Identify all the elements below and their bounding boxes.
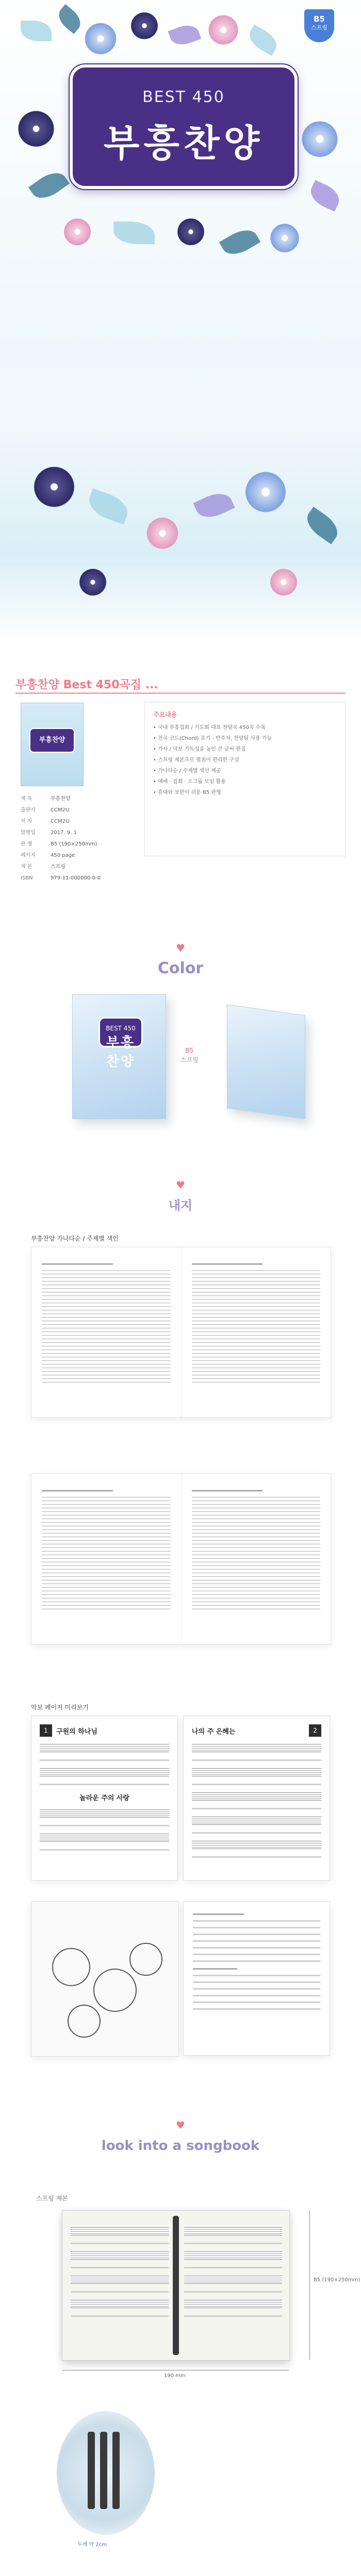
feature-item: • 가나다순 / 주제별 색인 제공 <box>153 768 221 774</box>
info-divider <box>15 692 346 694</box>
flower-decoration <box>83 21 119 57</box>
heart-icon: ♥ <box>176 2119 185 2131</box>
color-option-label: B5 스프링 <box>180 1047 199 1063</box>
feature-item: • 전곡 코드(Chord) 표기 - 반주자, 찬양팀 사용 가능 <box>153 736 272 741</box>
flower-decoration <box>206 13 240 47</box>
height-dimension-label: B5 (190×250mm) <box>314 2277 360 2283</box>
width-dimension-label: 190 mm <box>164 2373 186 2379</box>
badge-binding: 스프링 <box>311 24 327 31</box>
spring-ring <box>173 2216 179 2355</box>
info-cover-title: 부흥찬양 <box>29 728 75 753</box>
diagram-circle <box>129 1943 162 1976</box>
score-label: 악보 페이지 미리보기 <box>31 1704 89 1711</box>
feature-title: 주요내용 <box>153 711 177 718</box>
songbook-section-title: look into a songbook <box>101 2138 260 2154</box>
leaf-decoration <box>219 224 261 260</box>
flower-decoration <box>77 567 108 598</box>
info-cover-thumbnail <box>21 703 84 786</box>
leaf-decoration <box>54 4 85 34</box>
index-page-right <box>181 1474 331 1644</box>
hero-banner <box>0 0 361 644</box>
flower-decoration <box>175 216 206 247</box>
cover-title: 부흥찬양 <box>103 121 264 165</box>
feature-item: • 가사 / 악보 가독성을 높인 큰 글씨 편집 <box>153 747 246 752</box>
diagram-circle <box>93 1969 137 2012</box>
cover-product-angle <box>227 1004 305 1119</box>
song-title: 구원의 하나님 <box>56 1727 97 1736</box>
flower-decoration <box>129 10 160 41</box>
spring-label: 스프링 제본 <box>36 2195 68 2202</box>
color-section-title: Color <box>157 959 204 977</box>
index-page-left <box>31 1474 181 1644</box>
song-number-badge: 1 <box>40 1724 52 1737</box>
spec-row: 발행일 2017. 9. 1 <box>21 830 77 836</box>
heart-icon: ♥ <box>176 942 185 954</box>
index-spread <box>31 1473 331 1645</box>
feature-item: • 국내 부흥집회 / 기도회 대표 찬양곡 450곡 수록 <box>153 725 266 731</box>
feature-item: • 스프링 제본으로 펼침이 편리한 구성 <box>153 757 239 763</box>
spec-row: 제 목 부흥찬양 <box>21 796 71 802</box>
leaf-decoration <box>306 180 343 212</box>
song-title: 나의 주 은혜는 <box>192 1727 236 1736</box>
leaf-decoration <box>168 22 202 49</box>
feature-box <box>144 702 346 856</box>
spring-closeup <box>57 2411 155 2535</box>
cover-product-front <box>72 994 166 1119</box>
index-page-left <box>31 1247 181 1417</box>
supplement-page-right <box>183 1901 330 2056</box>
flower-decoration <box>242 469 289 515</box>
flower-decoration <box>268 567 299 598</box>
score-page-right <box>183 1716 330 1880</box>
song-number-badge: 2 <box>309 1724 321 1737</box>
index-page-right <box>181 1247 331 1417</box>
flower-decoration <box>15 108 57 149</box>
format-badge <box>304 9 334 42</box>
spec-row: 페이지 450 page <box>21 853 75 858</box>
hero-background-wash <box>0 412 361 644</box>
badge-size: B5 <box>314 14 325 24</box>
leaf-decoration <box>245 24 281 56</box>
leaf-decoration <box>21 21 52 41</box>
spec-row: 출판사 CCM2U <box>21 807 70 813</box>
height-dimension-line <box>309 2210 310 2360</box>
feature-item: • 휴대와 보관이 쉬운 B5 판형 <box>153 790 221 795</box>
flower-decoration <box>144 515 180 551</box>
flower-decoration <box>268 222 301 255</box>
index-spread <box>31 1247 331 1418</box>
song-title: 놀라운 주의 사랑 <box>79 1794 129 1802</box>
info-heading: 부흥찬양 Best 450곡집 ... <box>15 679 158 691</box>
feature-item: • 예배 · 집회 · 소그룹 모임 활용 <box>153 779 226 785</box>
flower-decoration <box>62 216 93 247</box>
open-page-right <box>184 2220 282 2322</box>
cover-title-plaque <box>70 64 298 189</box>
score-page-left <box>31 1716 178 1880</box>
flower-decoration <box>31 464 77 510</box>
leaf-decoration <box>28 167 70 205</box>
product-cover-plaque: BEST 450 부흥찬양 <box>99 1017 142 1047</box>
naeji-section-title: 내지 <box>168 1198 193 1213</box>
supplement-page-left <box>31 1901 179 2057</box>
heart-icon: ♥ <box>176 1179 185 1191</box>
diagram-circle <box>52 1948 90 1986</box>
spec-row: ISBN 979-11-000000-0-0 <box>21 875 101 881</box>
spec-list <box>21 793 124 884</box>
spec-row: 저 자 CCM2U <box>21 819 70 824</box>
leaf-decoration <box>113 222 155 244</box>
cover-subtitle: BEST 450 <box>142 88 225 106</box>
open-page-left <box>71 2220 169 2322</box>
index-label: 부흥찬양 가나다순 / 주제별 색인 <box>31 1235 119 1242</box>
diagram-circle <box>68 2005 101 2038</box>
spec-row: 제 본 스프링 <box>21 864 65 870</box>
spec-row: 판 형 B5 (190×250mm) <box>21 841 97 847</box>
open-songbook <box>62 2210 290 2361</box>
flower-decoration <box>299 118 340 160</box>
thickness-label: 두께 약 2cm <box>77 2542 107 2548</box>
